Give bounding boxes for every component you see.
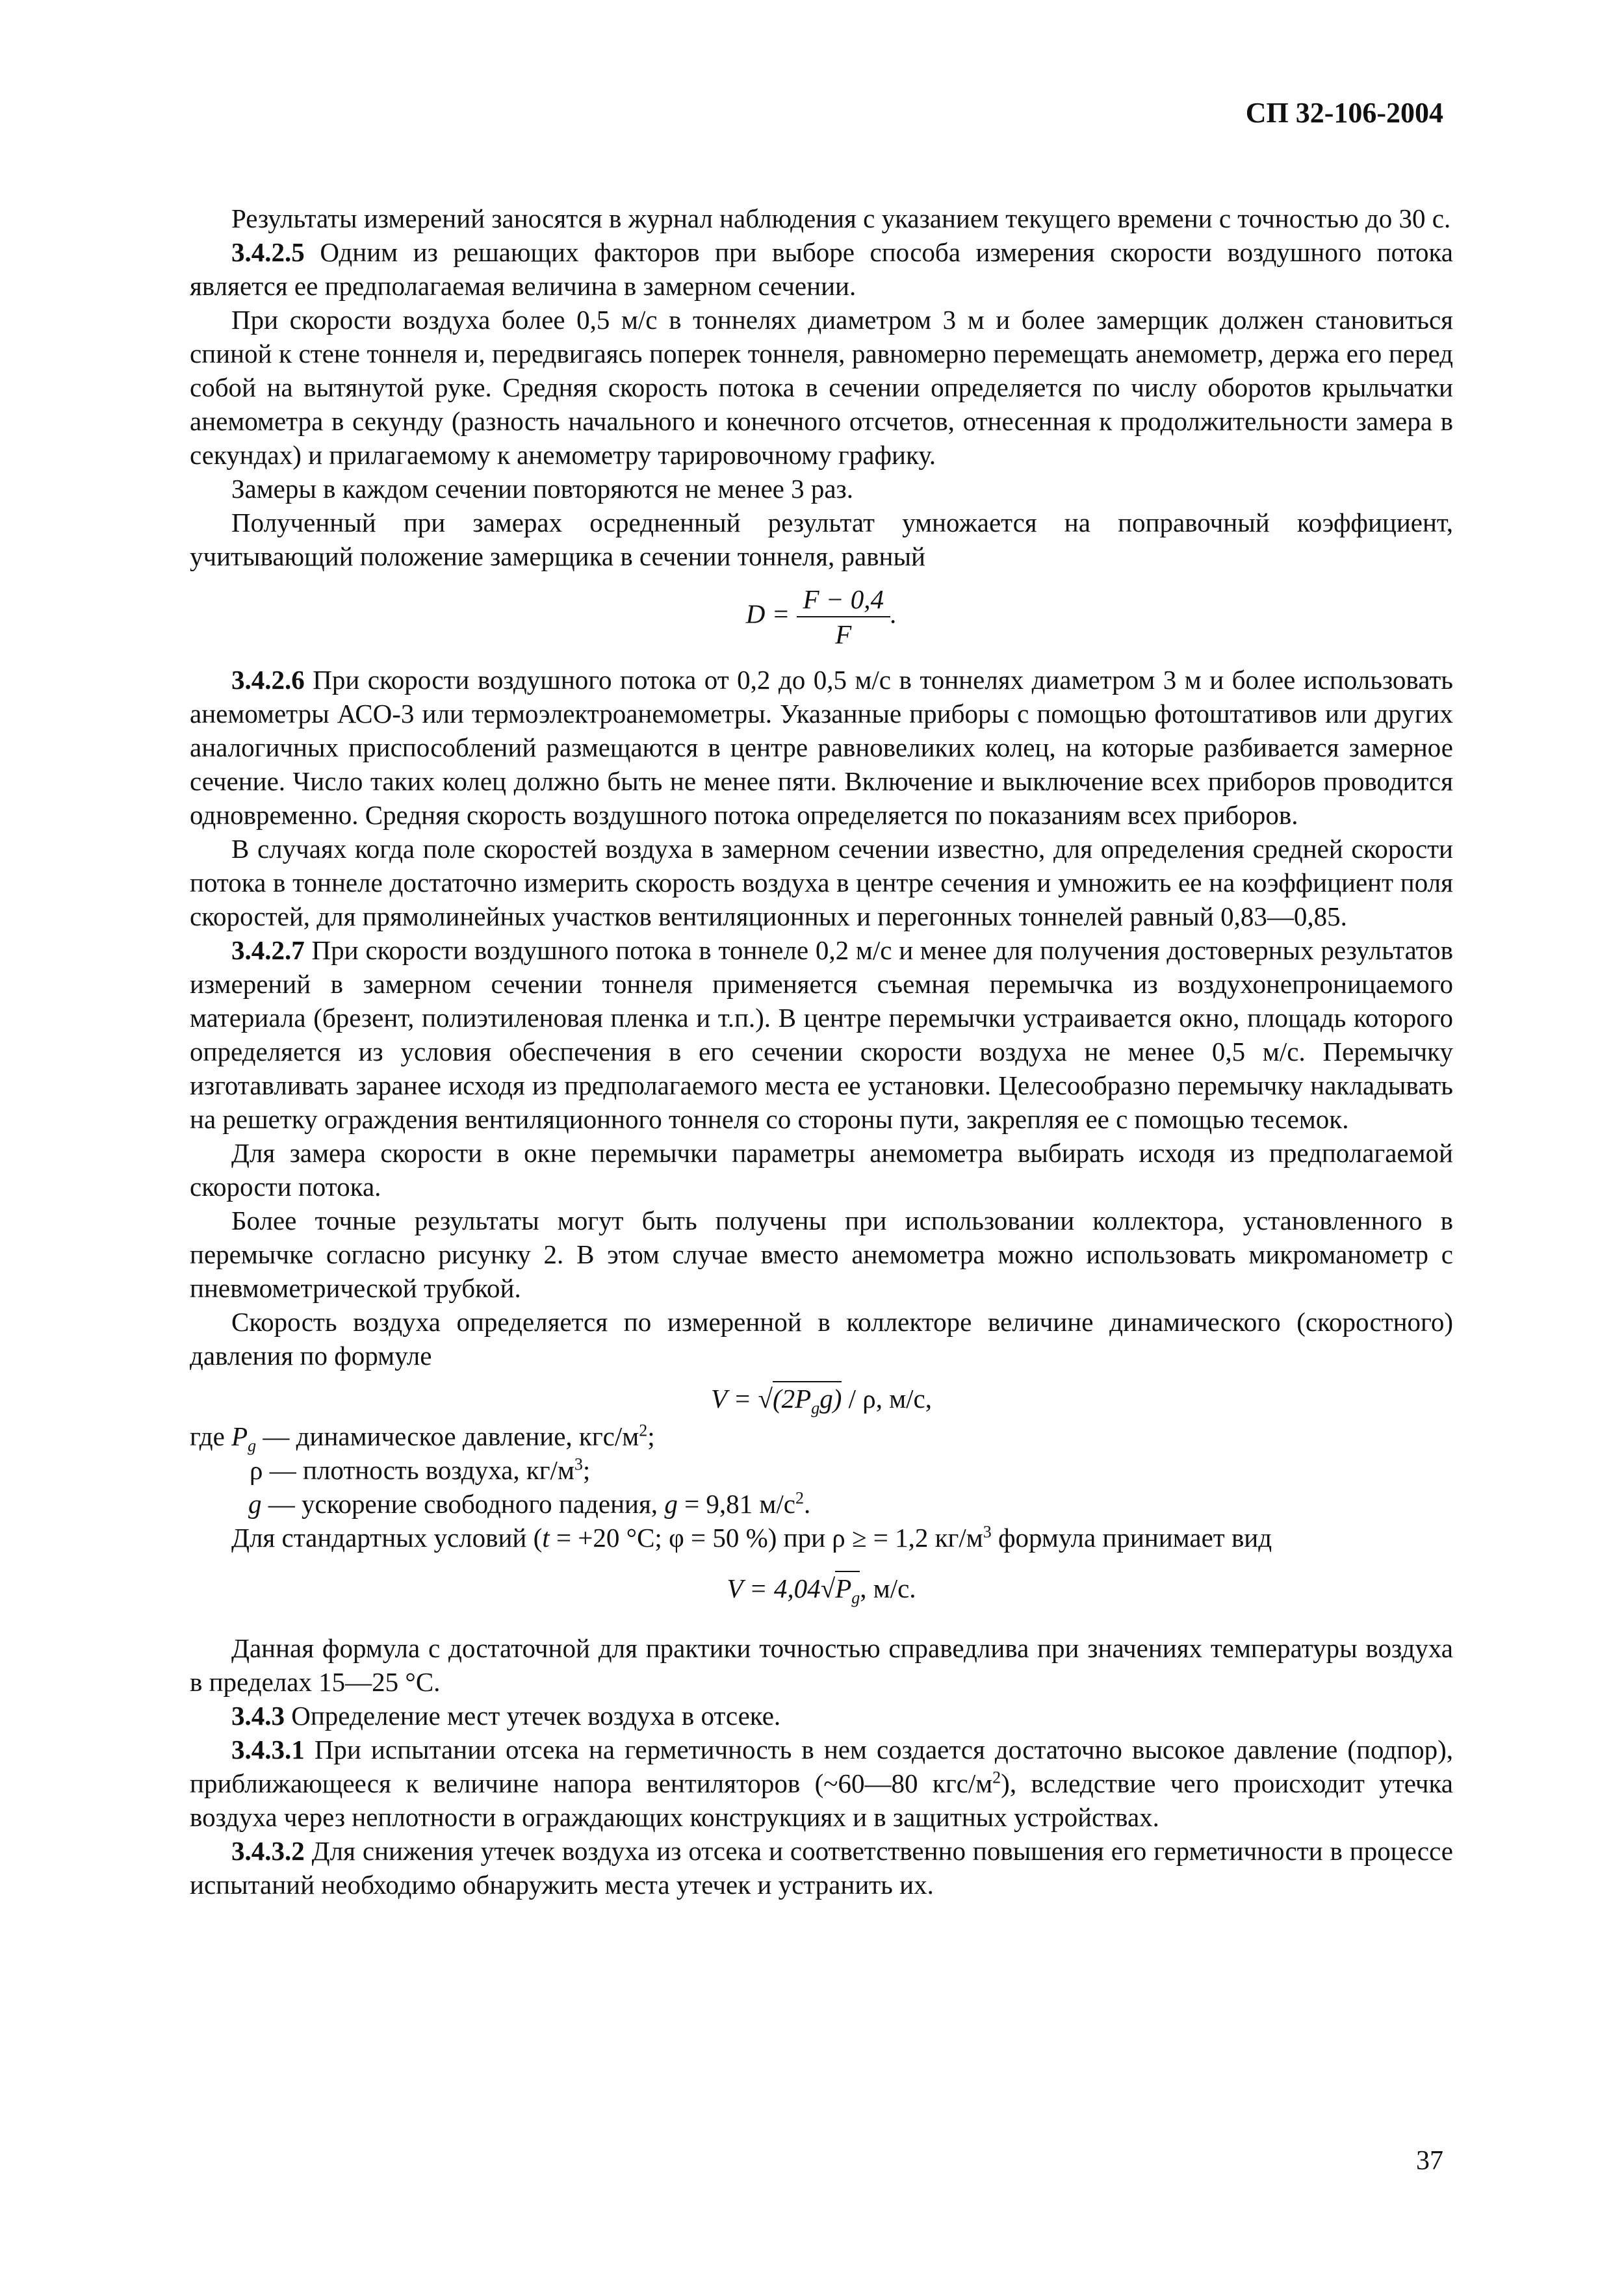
section-number: 3.4.2.5 — [231, 237, 305, 267]
subscript: g — [811, 1399, 820, 1418]
formula-rest: / ρ, м/с, — [842, 1384, 932, 1414]
formula-v — [190, 1382, 1453, 1418]
formula-v-standard — [190, 1571, 1453, 1608]
section-number: 3.4.3 — [231, 1701, 285, 1731]
radicand-part: P — [835, 1573, 852, 1603]
paragraph-text: = +20 °С; φ = 50 %) при ρ ≥ = 1,2 кг/м — [549, 1523, 983, 1553]
paragraph — [190, 1834, 1453, 1902]
legend-text: . — [803, 1489, 811, 1519]
section-number: 3.4.3.1 — [231, 1735, 305, 1764]
formula-lhs: V = 4,04 — [727, 1573, 821, 1603]
paragraph: Данная формула с достаточной для практики точностью справедлива при значениях температуры воздуха в пределах 15—25 °С. — [190, 1633, 1453, 1697]
section-number: 3.4.2.6 — [231, 665, 305, 695]
radicand-part: g) — [819, 1384, 842, 1414]
paragraph: Полученный при замерах осредненный результат умножается на поправочный коэффициент, учитывающий положение замерщика в сечении тоннеля, равный — [190, 508, 1453, 571]
paragraph: Скорость воздуха определяется по измеренной в коллекторе величине динамического (скоростного) давления по формуле — [190, 1307, 1453, 1371]
formula-rest: , м/с. — [860, 1573, 916, 1603]
section-number: 3.4.2.7 — [231, 935, 305, 965]
legend-text: ; — [582, 1455, 591, 1485]
legend-row — [190, 1453, 1453, 1487]
formula-fraction — [797, 582, 890, 651]
superscript: 2 — [639, 1421, 648, 1440]
legend-text: — динамическое давление, кгс/м — [256, 1421, 639, 1451]
superscript: 3 — [574, 1454, 583, 1474]
formula-legend — [190, 1419, 1453, 1521]
paragraph: Для замера скорости в окне перемычки параметры анемометра выбирать исходя из предполагаемой скорости потока. — [190, 1138, 1453, 1202]
paragraph: При скорости воздуха более 0,5 м/с в тоннелях диаметром 3 м и более замерщик должен становиться спиной к стене тоннеля и, передвигаясь поперек тоннеля, равномерно перемещать анемометр, держа его перед собой на вытянутой руке. Средняя скорость потока в сечении определяется по числу оборотов крыльчатки анемометра в секунду (разность начального и конечного отсчетов, отнесенная к продолжительности замера в секундах) и прилагаемому к анемометру тарировочному графику. — [190, 305, 1453, 470]
paragraph-text: При скорости воздушного потока в тоннеле 0,2 м/с и менее для получения достоверных результатов измерений в замерном сечении тоннеля применяется съемная перемычка из воздухонепроницаемого материала (брезент, полиэтиленовая пленка и т.п.). В центре перемычки устраивается окно, площадь которого определяется из условия обеспечения в его сечении скорости воздуха не менее 0,5 м/с. Перемычку изготавливать заранее исходя из предполагаемого места ее установки. Целесообразно перемычку накладывать на решетку ограждения вентиляционного тоннеля со стороны пути, закрепляя ее с помощью тесемок. — [190, 935, 1453, 1134]
paragraph-text: При скорости воздушного потока от 0,2 до 0,5 м/с в тоннелях диаметром 3 м и более использовать анемометры АСО-3 или термоэлектроанемометры. Указанные приборы с помощью фотоштативов или других аналогичных приспособлений размещаются в центре равновеликих колец, на которые разбивается замерное сечение. Число таких колец должно быть не менее пяти. Включение и выключение всех приборов проводится одновременно. Средняя скорость воздушного потока определяется по показаниям всех приборов. — [190, 665, 1453, 830]
radicand — [835, 1571, 860, 1608]
radicand — [773, 1381, 842, 1418]
legend-variable: ρ — [250, 1455, 263, 1485]
subscript: g — [851, 1588, 860, 1608]
paragraph-text: Для снижения утечек воздуха из отсека и соответственно повышения его герметичности в процессе испытаний необходимо обнаружить места утечек и устранить их. — [190, 1836, 1453, 1900]
paragraph-text: При испытании отсека на герметичность в нем создается достаточно высокое давление (подпор), приближающееся к величине напора вентиляторов (~60—80 кгс/м — [190, 1735, 1453, 1798]
fraction-denominator: F — [835, 619, 852, 649]
superscript: 2 — [795, 1488, 804, 1508]
radicand-part: (2P — [773, 1384, 812, 1414]
paragraph — [190, 933, 1453, 1136]
legend-variable: g — [248, 1489, 262, 1519]
document-code-header: СП 32-106-2004 — [1245, 97, 1443, 129]
paragraph — [190, 1733, 1453, 1834]
legend-variable: g — [664, 1489, 678, 1519]
document-body — [190, 201, 1453, 1902]
variable: t — [542, 1523, 550, 1553]
sqrt-sign: √ — [758, 1384, 773, 1414]
legend-text: = 9,81 м/с — [677, 1489, 795, 1519]
legend-text: — плотность воздуха, кг/м — [263, 1455, 574, 1485]
paragraph — [190, 235, 1453, 303]
legend-variable: P — [231, 1421, 248, 1451]
paragraph: Более точные результаты могут быть получены при использовании коллектора, установленного в перемычке согласно рисунку 2. В этом случае вместо анемометра можно использовать микроманометр с пневмометрической трубкой. — [190, 1206, 1453, 1303]
page-number: 37 — [1416, 2146, 1443, 2176]
formula-end: . — [890, 599, 897, 629]
paragraph-text: Одним из решающих факторов при выборе способа измерения скорости воздушного потока является ее предполагаемая величина в замерном сечении. — [190, 237, 1453, 301]
legend-prefix: где — [190, 1421, 232, 1451]
formula-lhs: V = — [711, 1384, 758, 1414]
paragraph-text: ), вследствие чего происходит утечка воздуха через неплотности в ограждающих конструкциях и в защитных устройствах. — [190, 1768, 1453, 1832]
paragraph: Замеры в каждом сечении повторяются не менее 3 раз. — [231, 474, 853, 504]
formula-d — [190, 582, 1453, 651]
subscript: g — [248, 1436, 257, 1456]
paragraph — [190, 663, 1453, 832]
paragraph — [190, 1521, 1453, 1555]
legend-text: ; — [647, 1421, 655, 1451]
section-number: 3.4.3.2 — [231, 1836, 305, 1866]
paragraph: Результаты измерений заносятся в журнал наблюдения с указанием текущего времени с точностью до 30 с. — [231, 203, 1451, 233]
paragraph-text: Для стандартных условий ( — [231, 1523, 543, 1553]
fraction-numerator: F − 0,4 — [797, 582, 890, 617]
sqrt-sign: √ — [820, 1573, 836, 1603]
paragraph-text: формула принимает вид — [991, 1523, 1272, 1553]
paragraph: В случаях когда поле скоростей воздуха в замерном сечении известно, для определения средней скорости потока в тоннеле достаточно измерить скорость воздуха в центре сечения и умножить ее на коэффициент поля скоростей, для прямолинейных участков вентиляционных и перегонных тоннелей равный 0,83—0,85. — [190, 834, 1453, 931]
paragraph-text: Определение мест утечек воздуха в отсеке. — [285, 1701, 781, 1731]
legend-text: — ускорение свободного падения, — [261, 1489, 665, 1519]
legend-row — [190, 1419, 1453, 1456]
superscript: 2 — [992, 1768, 1001, 1787]
legend-row — [190, 1487, 1453, 1521]
superscript: 3 — [983, 1522, 992, 1542]
formula-lhs: D = — [745, 599, 790, 629]
paragraph — [190, 1699, 1453, 1733]
